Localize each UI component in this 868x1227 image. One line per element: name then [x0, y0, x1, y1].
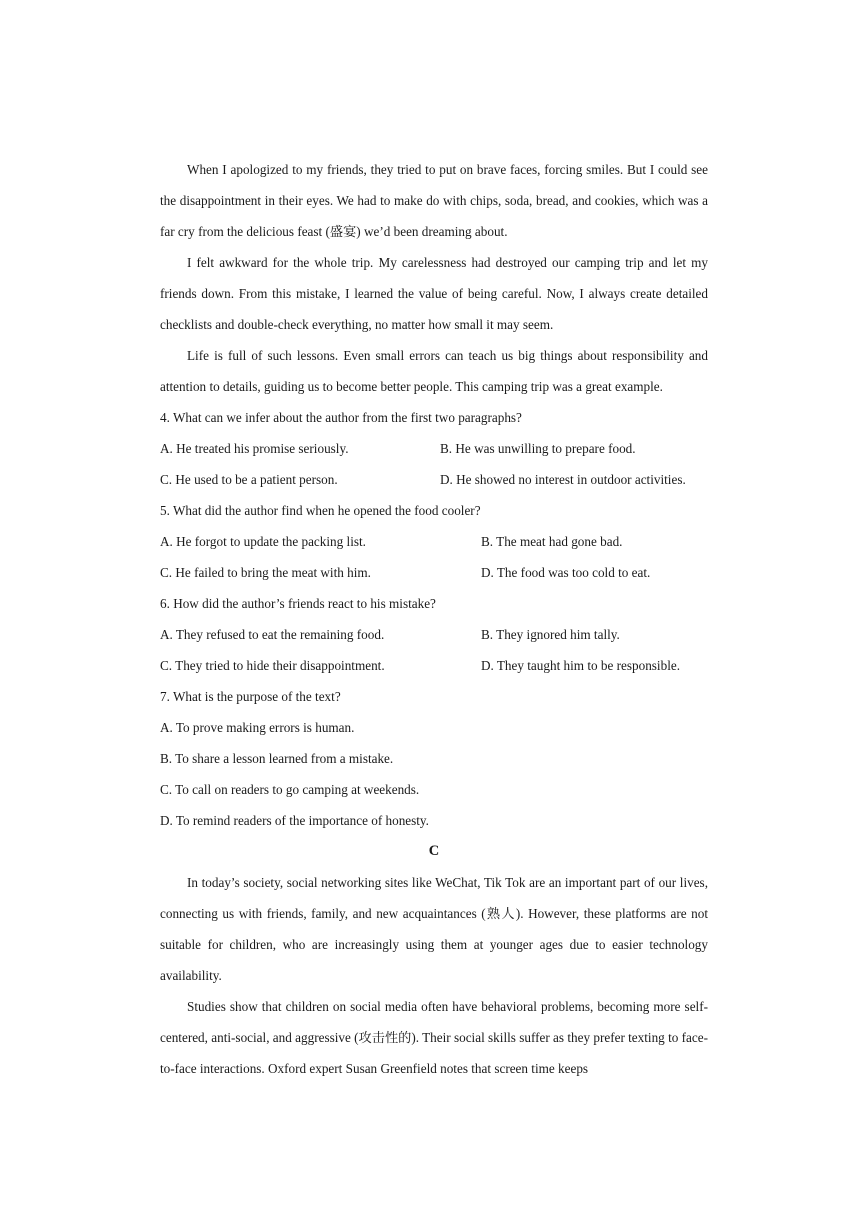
- question-4-options-row: [160, 433, 708, 464]
- option-c: C. To call on readers to go camping at weekends.: [160, 782, 420, 797]
- option-d: D. To remind readers of the importance of honesty.: [160, 813, 429, 828]
- passage-paragraph: I felt awkward for the whole trip. My carelessness had destroyed our camping trip and let my friends down. From this mistake, I learned the value of being careful. Now, I always create detailed checklists and double-check everything, no matter how small it may seem.: [160, 255, 708, 332]
- option-b: B. To share a lesson learned from a mistake.: [160, 751, 394, 766]
- passage-paragraph: Studies show that children on social media often have behavioral problems, becoming more self-centered, anti-social, and aggressive (攻击性的). Their social skills suffer as they prefer texting to face-to-face interactions. Oxford expert Susan Greenfield notes that screen time keeps: [160, 999, 708, 1076]
- question-6-options-row: [160, 650, 708, 681]
- option-a: A. He forgot to update the packing list.: [160, 534, 366, 549]
- option-d: D. He showed no interest in outdoor activities.: [440, 472, 686, 487]
- option-a: A. To prove making errors is human.: [160, 720, 355, 735]
- question-5-options-row: [160, 526, 708, 557]
- passage-paragraph: Life is full of such lessons. Even small errors can teach us big things about responsibility and attention to details, guiding us to become better people. This camping trip was a great example.: [160, 348, 708, 394]
- option-a: A. They refused to eat the remaining food.: [160, 627, 385, 642]
- option-c: C. He used to be a patient person.: [160, 472, 338, 487]
- question-4-options-row: [160, 464, 708, 495]
- question-4-stem: 4. What can we infer about the author from the first two paragraphs?: [160, 410, 522, 425]
- option-d: D. They taught him to be responsible.: [481, 658, 681, 673]
- question-5-options-row: [160, 557, 708, 588]
- page-content: [160, 154, 708, 1084]
- section-heading: C: [428, 843, 440, 859]
- option-b: B. They ignored him tally.: [481, 627, 620, 642]
- option-b: B. He was unwilling to prepare food.: [440, 441, 636, 456]
- option-d: D. The food was too cold to eat.: [481, 565, 651, 580]
- option-c: C. They tried to hide their disappointment.: [160, 658, 385, 673]
- option-c: C. He failed to bring the meat with him.: [160, 565, 371, 580]
- passage-paragraph: When I apologized to my friends, they tried to put on brave faces, forcing smiles. But I could see the disappointment in their eyes. We had to make do with chips, soda, bread, and cookies, which was a far cry from the delicious feast (盛宴) we’d been dreaming about.: [160, 162, 708, 239]
- passage-paragraph: In today’s society, social networking sites like WeChat, Tik Tok are an important part of our lives, connecting us with friends, family, and new acquaintances (熟人). However, these platforms are not suitable for children, who are increasingly using them at younger ages due to easier technology availability.: [160, 875, 708, 983]
- question-6-options-row: [160, 619, 708, 650]
- option-a: A. He treated his promise seriously.: [160, 441, 349, 456]
- question-5-stem: 5. What did the author find when he opened the food cooler?: [160, 503, 481, 518]
- option-b: B. The meat had gone bad.: [481, 534, 623, 549]
- question-7-stem: 7. What is the purpose of the text?: [160, 689, 341, 704]
- question-6-stem: 6. How did the author’s friends react to his mistake?: [160, 596, 436, 611]
